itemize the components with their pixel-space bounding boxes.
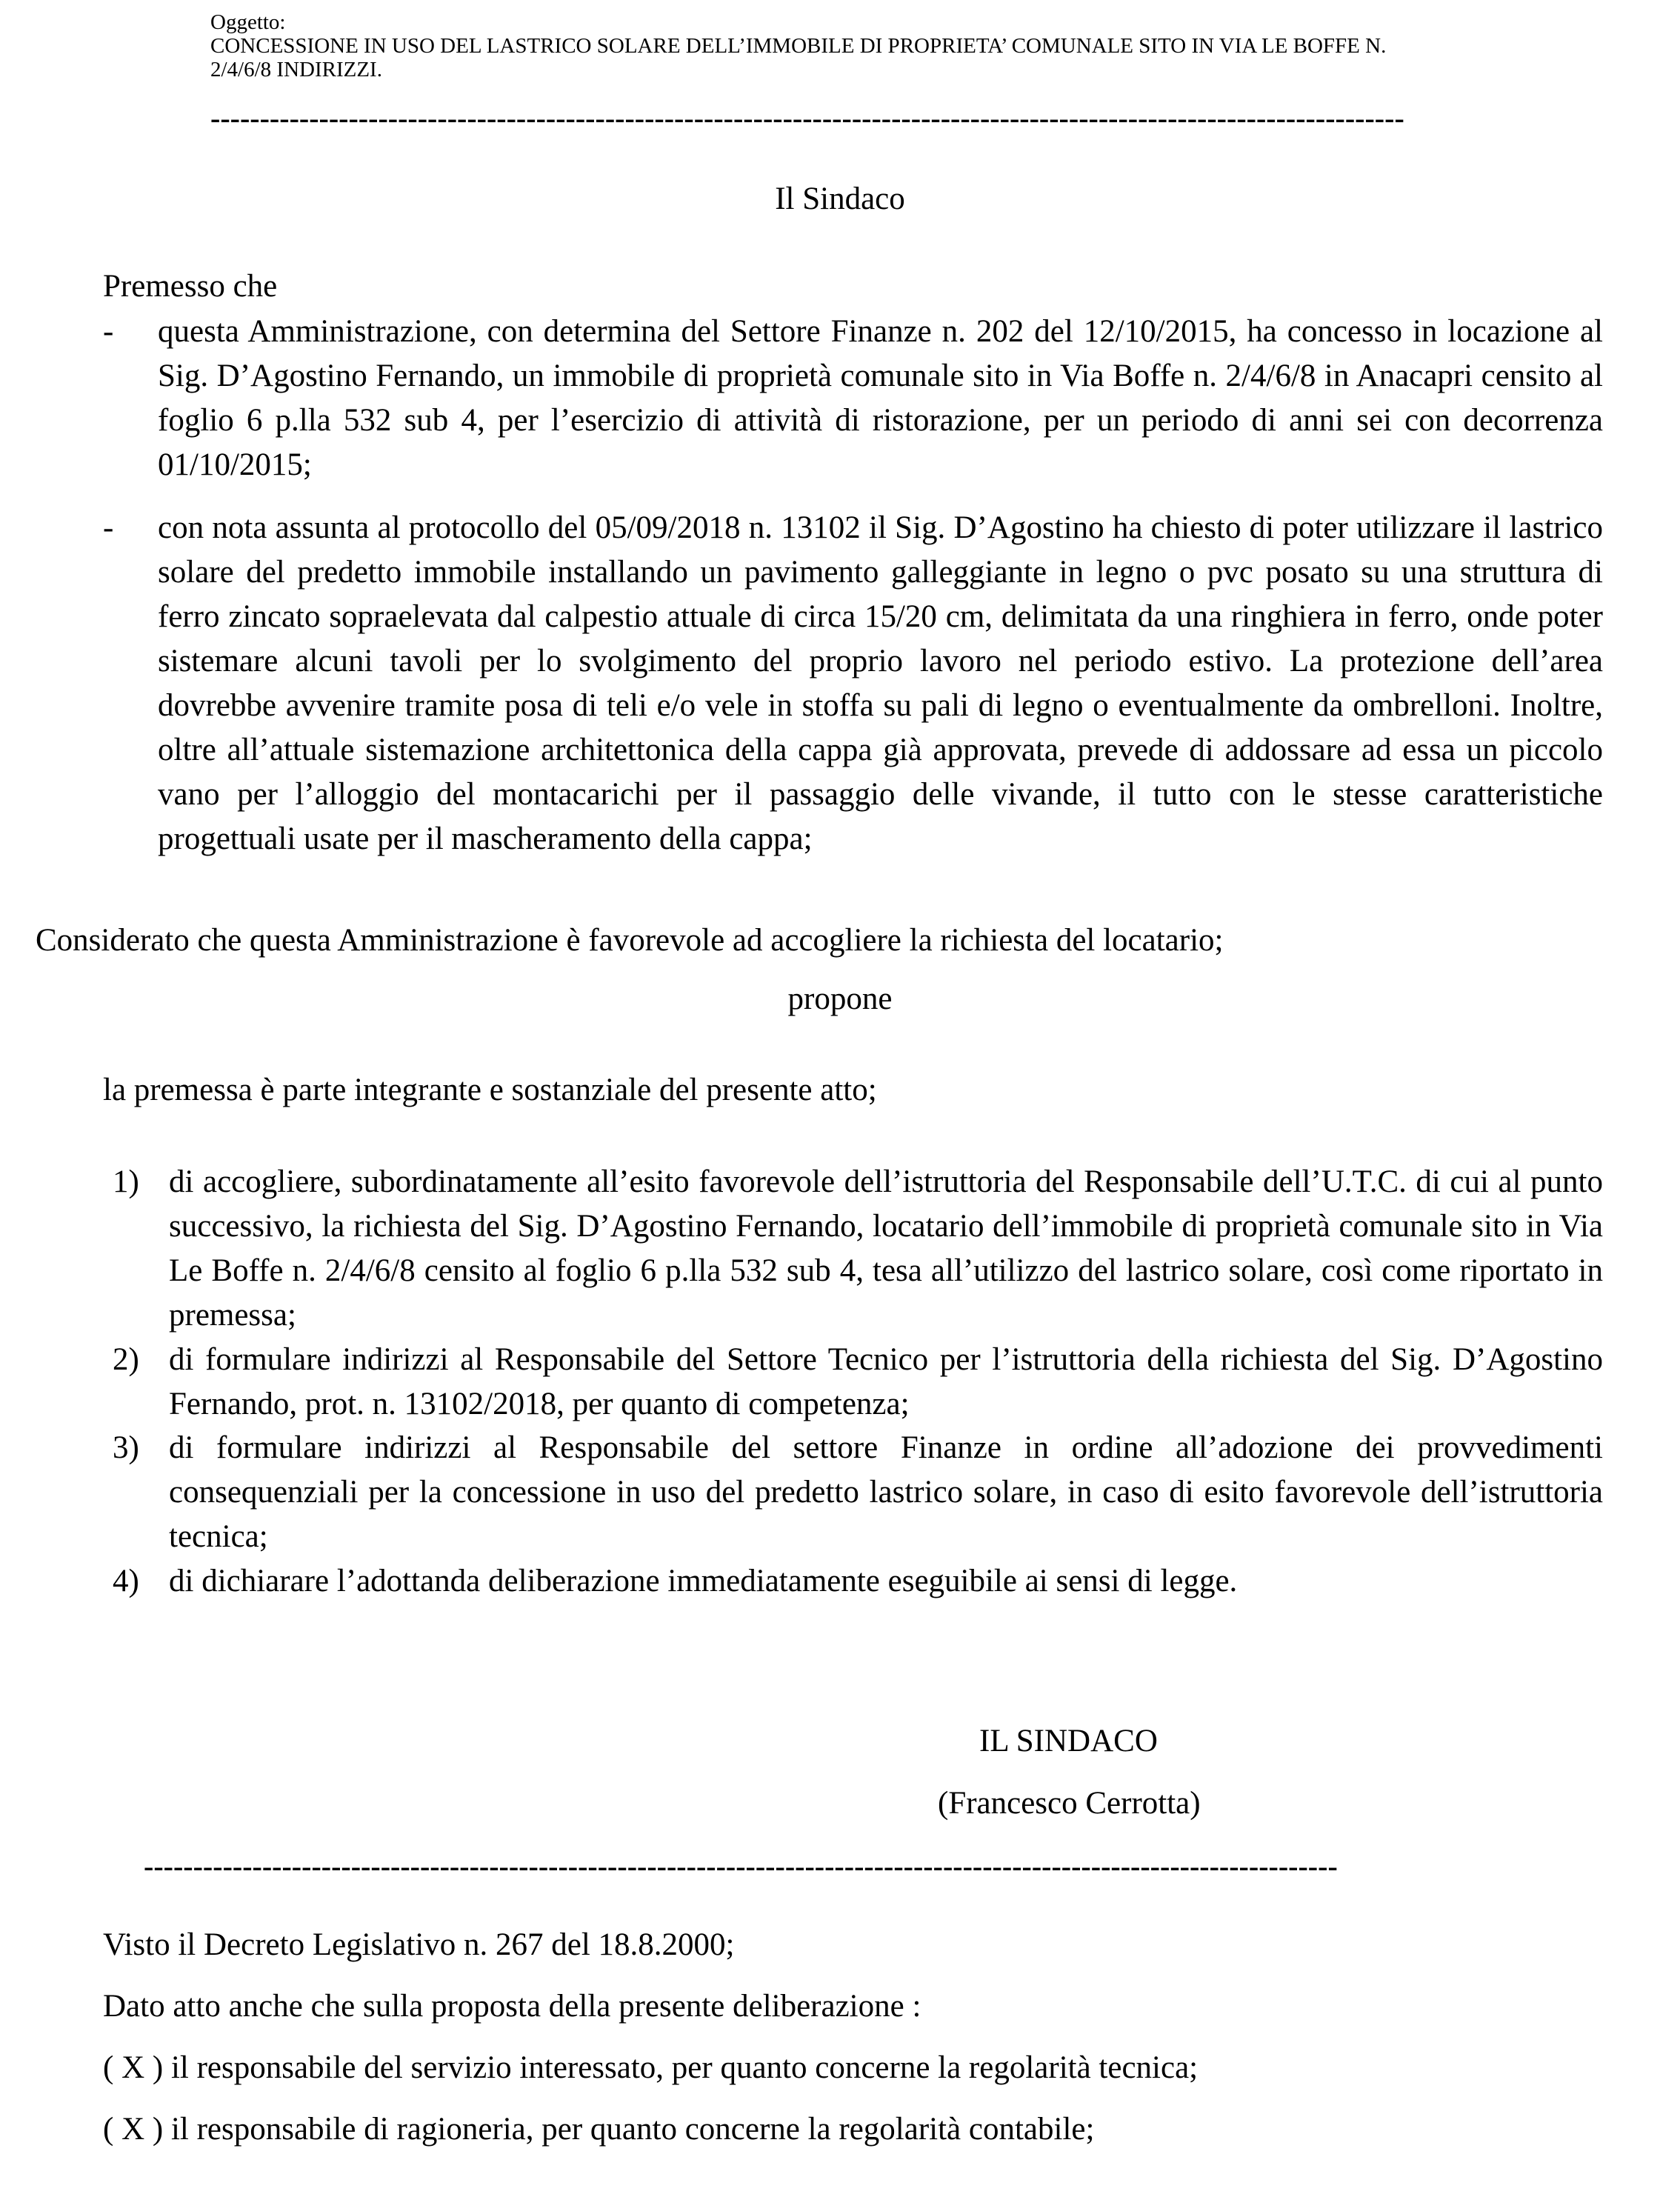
visto-paragraph: Visto il Decreto Legislativo n. 267 del 18.8.2000; — [103, 1927, 735, 1962]
subject-line-2: 2/4/6/8 INDIRIZZI. — [210, 58, 382, 81]
document-title: Il Sindaco — [775, 181, 905, 216]
item-number: 2) — [113, 1342, 139, 1377]
premesso-heading: Premesso che — [103, 269, 278, 304]
numbered-item — [113, 1426, 1603, 1559]
check-item: ( X ) il responsabile del servizio interessato, per quanto concerne la regolarità tecnica; — [103, 2050, 1199, 2085]
numbered-item — [113, 1338, 1603, 1427]
premesso-item — [103, 506, 1603, 861]
item-number: 4) — [113, 1564, 139, 1598]
premesso-item-text: questa Amministrazione, con determina del Settore Finanze n. 202 del 12/10/2015, ha concesso in locazione al Sig. D’Agostino Fernando, un immobile di proprietà comunale sito in Via Boffe n. 2/4/6/8 in Anacapri censito al foglio 6 p.lla 532 sub 4, per l’esercizio di attività di ristorazione, per un periodo di anni sei con decorrenza 01/10/2015; — [158, 314, 1603, 482]
signature-name: (Francesco Cerrotta) — [938, 1786, 1201, 1821]
bullet-dash: - — [103, 314, 114, 349]
bullet-dash: - — [103, 510, 114, 545]
separator-bottom: ------------------------------------------------------------------------------------------------------------------------- — [144, 1852, 1338, 1881]
separator-top: ------------------------------------------------------------------------------------------------------------------------- — [210, 104, 1404, 133]
numbered-item — [113, 1160, 1603, 1338]
numbered-item — [113, 1559, 1603, 1604]
check-item: ( X ) il responsabile di ragioneria, per quanto concerne la regolarità contabile; — [103, 2112, 1095, 2147]
numbered-item-text: di formulare indirizzi al Responsabile del settore Finanze in ordine all’adozione dei provvedimenti consequenziali per la concessione in uso del predetto lastrico solare, in caso di esito favorevole dell’istruttoria tecnica; — [169, 1430, 1603, 1554]
numbered-item-text: di accogliere, subordinatamente all’esito favorevole dell’istruttoria del Responsabile dell’U.T.C. di cui al punto successivo, la richiesta del Sig. D’Agostino Fernando, locatario dell’immobile di proprietà comunale sito in Via Le Boffe n. 2/4/6/8 censito al foglio 6 p.lla 532 sub 4, tesa all’utilizzo del lastrico solare, così come riportato in premessa; — [169, 1164, 1603, 1333]
propone-heading: propone — [787, 981, 893, 1016]
premesso-item-text: con nota assunta al protocollo del 05/09/2018 n. 13102 il Sig. D’Agostino ha chiesto di poter utilizzare il lastrico solare del predetto immobile installando un pavimento galleggiante in legno o pvc posato su una struttura di ferro zincato sopraelevata dal calpestio attuale di circa 15/20 cm, delimitata da una ringhiera in ferro, onde poter sistemare alcuni tavoli per lo svolgimento del proprio lavoro nel periodo estivo. La protezione dell’area dovrebbe avvenire tramite posa di teli e/o vele in stoffa su pali di legno o eventualmente da ombrelloni. Inoltre, oltre all’attuale sistemazione architettonica della cappa già approvata, prevede di addossare ad essa un piccolo vano per l’alloggio del montacarichi per il passaggio delle vivande, il tutto con le stesse caratteristiche progettuali usate per il mascheramento della cappa; — [158, 510, 1603, 856]
subject-line-1: CONCESSIONE IN USO DEL LASTRICO SOLARE DELL’IMMOBILE DI PROPRIETA’ COMUNALE SITO IN VIA LE BOFFE N. — [210, 34, 1387, 58]
subject-label: Oggetto: — [210, 10, 286, 34]
item-number: 1) — [113, 1164, 139, 1199]
premessa-integrante-paragraph: la premessa è parte integrante e sostanziale del presente atto; — [103, 1073, 877, 1107]
numbered-item-text: di dichiarare l’adottanda deliberazione immediatamente eseguibile ai sensi di legge. — [169, 1564, 1238, 1598]
signature-title: IL SINDACO — [979, 1724, 1158, 1758]
premesso-item — [103, 310, 1603, 487]
item-number: 3) — [113, 1430, 139, 1465]
subject-block — [210, 10, 1618, 81]
dato-atto-paragraph: Dato atto anche che sulla proposta della presente deliberazione : — [103, 1989, 921, 2024]
numbered-item-text: di formulare indirizzi al Responsabile del Settore Tecnico per l’istruttoria della richiesta del Sig. D’Agostino Fernando, prot. n. 13102/2018, per quanto di competenza; — [169, 1342, 1603, 1421]
considerato-paragraph: Considerato che questa Amministrazione è favorevole ad accogliere la richiesta del locatario; — [36, 923, 1224, 958]
